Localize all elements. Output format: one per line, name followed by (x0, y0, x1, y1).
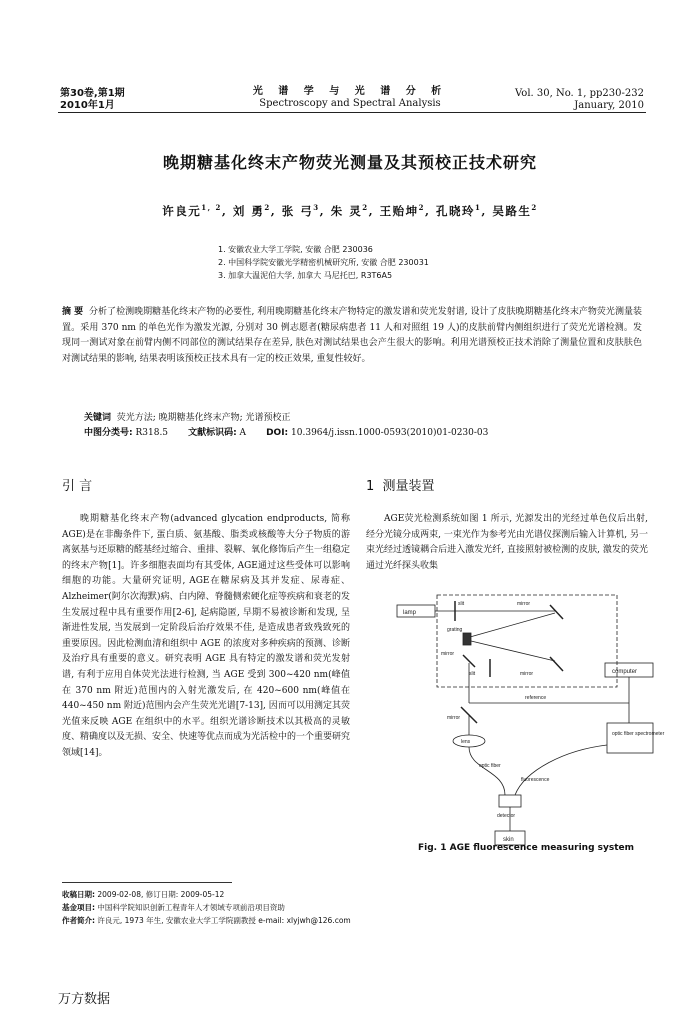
svg-text:mirror: mirror (517, 601, 531, 607)
abstract: 摘 要 分析了检测晚期糖基化终末产物的必要性, 利用晚期糖基化终末产物特定的激发谱和荧光发射谱, 设计了皮肤晚期糖基化终末产物荧光测量装置。采用 370 nm 的单色光作为激发光源, 分别对 30 例志愿者(糖尿病患者 11 人和对照组 19 人)的皮肤前臂内侧组织进行了荧光光谱检测。发现同一测试对象在前臂内侧不同部位的测试结果存在差异, 肤色对测试结果也会产生很大的影响。利用光谱预校正技术消除了测量位置和皮肤肤色对测试结果的影响, 结果表明该预校正技术具有一定的校正效果, 重复性较好。 (62, 307, 642, 364)
svg-text:detector: detector (497, 813, 516, 819)
mirror-1 (550, 605, 563, 619)
author: 吴路生 (492, 204, 532, 218)
author: 许良元 (162, 204, 202, 218)
keywords: 关键词 荧光方法; 晚期糖基化终末产物; 光谱预校正 中图分类号: R318.5 文献标识码: A DOI: 10.3964/j.issn.1000-0593(2010)01-0230-03 (84, 413, 489, 438)
detector (499, 795, 521, 807)
section1-text: AGE荧光检测系统如图 1 所示, 光源发出的光经过单色仪后出射, 经分光镜分成两束, 一束光作为参考光由光谱仪探测后输入计算机, 另一束光经过透镜耦合后进入激发光纤, 直接照射被检测的皮肤, 激发的荧光通过光纤探头收集 (366, 514, 648, 571)
affiliations: 1. 安徽农业大学工学院, 安徽 合肥 230036 2. 中国科学院安徽光学精密机械研究所, 安徽 合肥 230031 3. 加拿大温泥伯大学, 加拿大 马尼托巴, R3T6A5 (218, 245, 429, 280)
svg-text:lens: lens (461, 739, 471, 745)
author: 王贻坤 (379, 204, 419, 218)
paper-title: 晚期糖基化终末产物荧光测量及其预校正技术研究 (162, 153, 537, 172)
author: 孔晓玲 (435, 204, 475, 218)
section-intro-title: 引 言 (62, 479, 93, 494)
svg-text:slit: slit (469, 671, 476, 677)
svg-text:mirror: mirror (441, 651, 455, 657)
svg-text:slit: slit (458, 601, 465, 607)
footnotes: 收稿日期: 2009-02-08, 修订日期: 2009-05-12 基金项目: 中国科学院知识创新工程青年人才领域专项前沿项目资助 作者简介: 许良元, 1973 年生, 安徽农业大学工学院副教授 e-mail: xlyjwh@126.com (62, 890, 351, 925)
svg-text:fluorescence: fluorescence (521, 777, 550, 783)
figure-1-diagram (395, 595, 665, 855)
watermark: 万方数据 (58, 992, 111, 1007)
svg-text:optic fiber: optic fiber (479, 763, 501, 769)
spectrometer-box (607, 723, 653, 753)
svg-text:mirror: mirror (520, 671, 534, 677)
author: 刘 勇 (232, 204, 265, 218)
journal-pages: Vol. 30, No. 1, pp230-232 January, 2010 (515, 88, 644, 111)
header-rule (58, 112, 646, 113)
author: 朱 灵 (330, 204, 363, 218)
footnote-rule (62, 882, 232, 883)
figure-1-caption: Fig. 1 AGE fluorescence measuring system (417, 843, 635, 853)
section-1-title: 1 测量装置 (366, 479, 435, 494)
svg-text:computer: computer (612, 669, 638, 675)
author: 张 弓 (281, 204, 314, 218)
intro-text: 晚期糖基化终末产物(advanced glycation endproducts, 简称 AGE)是在非酶条件下, 蛋白质、氨基酸、脂类或核酸等大分子物质的游离氨基与还原糖的醛基经过缩合、重排、裂解、氧化修饰后产生一组稳定的终末产物[1]。许多细胞表面均有其受体, AGE通过这些受体可以影响细胞的功能。大量研究证明, AGE在糖尿病及其并发症、尿毒症、Alzheimer(阿尔次海默)病、白内障、脊髓侧索硬化症等疾病和衰老的发生发展过程中具有重要作用[2-6], 起病隐匿, 早期不易被诊断和发现, 呈渐进性发展, 当发展到一定阶段后治疗效果不佳, 是造成患者致残致死的重要原因。因此检测血清和组织中 AGE 的浓度对多种疾病的预测、诊断及治疗具有重要的意义。研究表明 AGE 具有特定的激发谱和荧光发射谱, 有利于应用自体荧光法进行检测, 当 AGE 受到 300~420 nm(峰值在 370 nm 附近)范围内的入射光激发后, 在 420~600 nm(峰值在 440~450 nm 附近)范围内会产生荧光光谱[7-13], 因而可以用测定其荧光值来反映 AGE 在组织中的水平。组织光谱诊断技术以其极高的灵敏度、精确度以及无损、安全、快速等优点而成为光活检中的一个重要研究领域[14]。 (62, 514, 351, 758)
svg-text:optic fiber spectrometer: optic fiber spectrometer (612, 731, 665, 737)
author-list: 许良元$^{1, 2}$, 刘 勇$^2$, 张 弓$^3$, 朱 灵$^2$, 王贻坤$^2$, 孔晓玲$^1$, 吴路生$^2$ (162, 203, 538, 218)
svg-text:skin: skin (503, 837, 514, 843)
journal-volume: 第30卷,第1期 2010年1月 (60, 88, 125, 111)
svg-text:mirror: mirror (447, 715, 461, 721)
svg-text:grating: grating (447, 627, 463, 633)
journal-name: 光 谱 学 与 光 谱 分 析 Spectroscopy and Spectral Analysis (252, 86, 448, 109)
grating (463, 633, 471, 645)
mirror-3 (550, 657, 563, 671)
svg-text:reference: reference (525, 695, 547, 701)
lamp-label: lamp (403, 610, 417, 616)
